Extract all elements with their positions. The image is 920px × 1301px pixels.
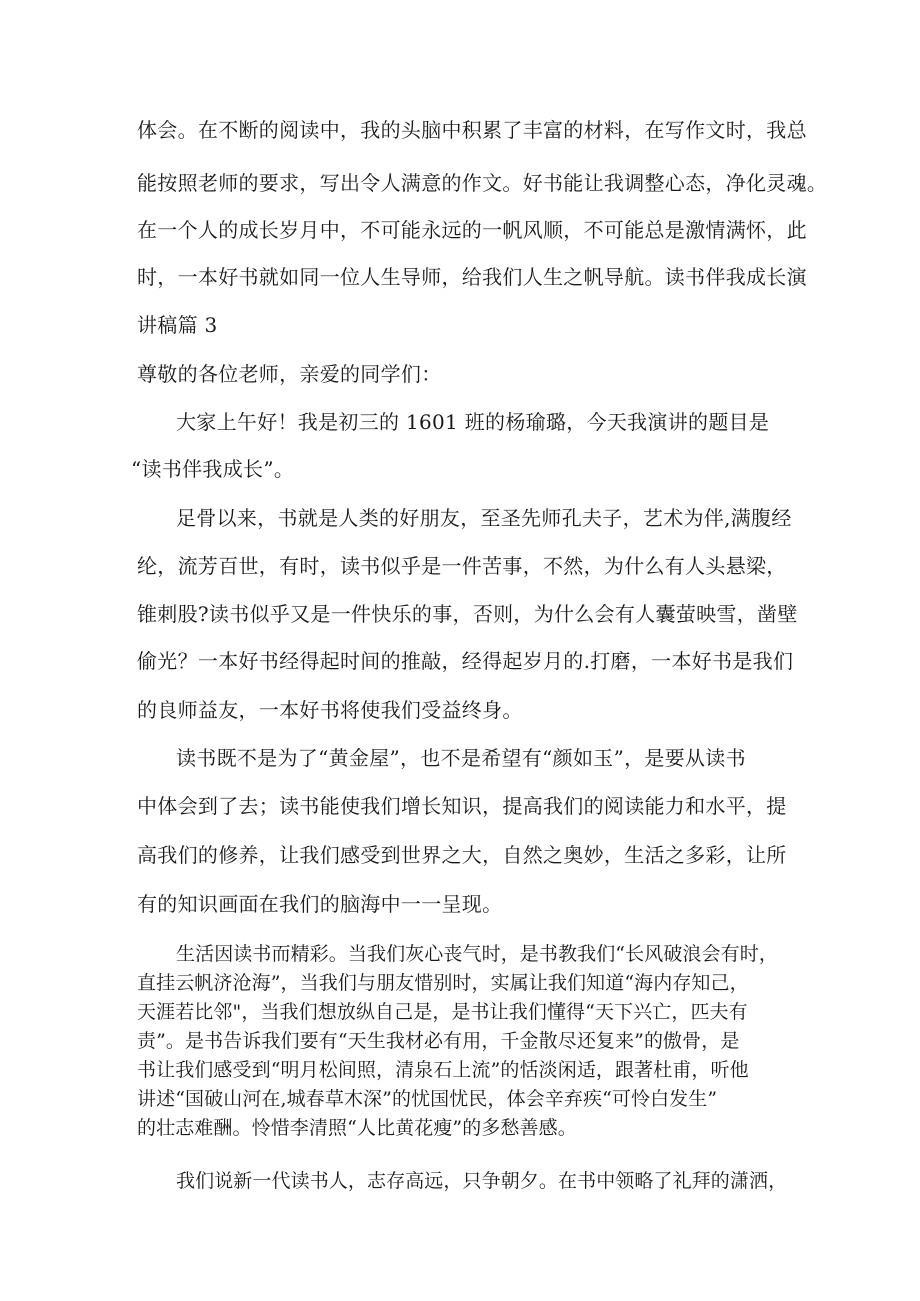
text-line: 在一个人的成长岁月中，不可能永远的一帆风顺，不可能总是激情满怀，此: [137, 218, 807, 242]
text-line: 的壮志难酬。怜惜李清照“人比黄花瘦”的多愁善感。: [137, 1117, 577, 1139]
text-line: 天涯若比邻"，当我们想放纵自己是，是书让我们懂得“天下兴亡，匹夫有: [137, 1001, 748, 1023]
text-line: 锥刺股?读书似乎又是一件快乐的事，否则，为什么会有人囊萤映雪，凿壁: [137, 602, 798, 626]
text-line: 的良师益友，一本好书将使我们受益终身。: [137, 698, 523, 722]
greeting-line: 大家上午好！我是初三的 1601 班的杨瑜璐，今天我演讲的题目是: [176, 410, 770, 434]
text-line: 责”。是书告诉我们要有“天生我材必有用，千金散尽还复来”的傲骨，是: [137, 1030, 740, 1052]
text-line: 生活因读书而精彩。当我们灰心丧气时，是书教我们“长风破浪会有时，: [176, 943, 778, 965]
text-line: 能按照老师的要求，写出令人满意的作文。好书能让我调整心态，净化灵魂。: [137, 171, 828, 195]
text-line: 有的知识画面在我们的脑海中一一呈现。: [137, 892, 503, 916]
text-line: 高我们的修养，让我们感受到世界之大，自然之奥妙，生活之多彩，让所: [137, 843, 787, 867]
text-line: 书让我们感受到“明月松间照，清泉石上流”的恬淡闲适，跟著杜甫，听他: [137, 1059, 749, 1081]
text-line: 讲稿篇 3: [137, 313, 218, 337]
text-line: 偷光？一本好书经得起时间的推敲，经得起岁月的.打磨，一本好书是我们: [137, 649, 794, 673]
greeting-line: “读书伴我成长”。: [131, 457, 295, 481]
text-line: 足骨以来，书就是人类的好朋友，至圣先师孔夫子，艺术为伴,满腹经: [176, 506, 792, 530]
text-line: 时，一本好书就如同一位人生导师，给我们人生之帆导航。读书伴我成长演: [137, 265, 807, 289]
salutation: 尊敬的各位老师，亲爱的同学们：: [137, 362, 442, 386]
text-line: 读书既不是为了“黄金屋”，也不是希望有“颜如玉”，是要从读书: [176, 746, 746, 770]
text-line: 讲述“国破山河在,城春草木深”的忧国忧民，体会辛弃疾“可怜白发生”: [137, 1088, 718, 1110]
text-line: 直挂云帆济沧海”，当我们与朋友惜别时，实属让我们知道“海内存知己，: [137, 972, 749, 994]
text-line: 体会。在不断的阅读中，我的头脑中积累了丰富的材料，在写作文时，我总: [137, 118, 807, 142]
text-line: 我们说新一代读书人，志存高远，只争朝夕。在书中领略了礼拜的潇洒，: [176, 1170, 788, 1192]
text-line: 中体会到了去；读书能使我们增长知识，提高我们的阅读能力和水平，提: [137, 794, 787, 818]
text-line: 纶，流芳百世，有时，读书似乎是一件苦事，不然，为什么有人头悬梁，: [137, 554, 787, 578]
